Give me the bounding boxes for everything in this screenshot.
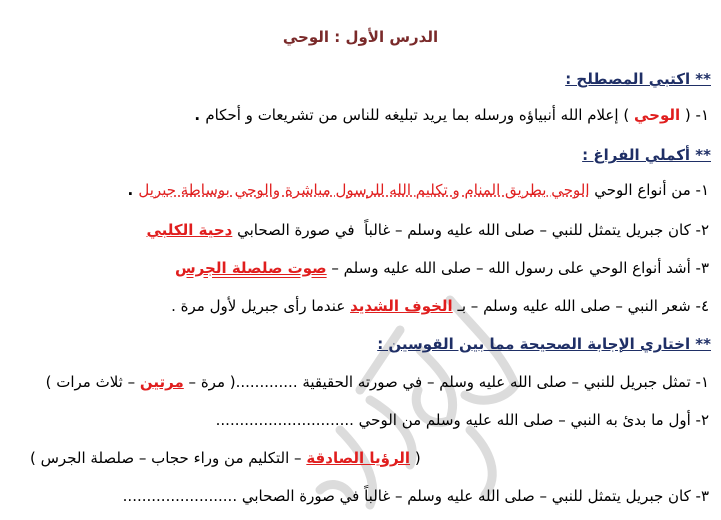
q-end: . <box>194 106 206 124</box>
question-text: ١- من أنواع الوحي <box>589 181 709 199</box>
q-end: . <box>127 181 139 199</box>
question-text: ٣- كان جبريل يتمثل للنبي – صلى الله عليه وسلم – غالباً في صورة الصحابي ........................ <box>122 487 709 505</box>
section-heading-term: ** اكتبي المصطلح : <box>565 70 711 88</box>
answer-text: الرؤيا الصادقة <box>306 449 411 467</box>
fill-question-2 <box>8 220 709 240</box>
question-text: ٢- أول ما بدئ به النبي – صلى الله عليه وسلم من الوحي ............................. <box>215 411 709 429</box>
choice-question-2-options <box>30 448 421 468</box>
question-text: ٢- كان جبريل يتمثل للنبي – صلى الله عليه وسلم – غالباً في صورة الصحابي <box>232 221 709 239</box>
question-text: ١- تمثل جبريل للنبي – صلى الله عليه وسلم – في صورته الحقيقية .............( مرة – <box>183 373 709 391</box>
q-end: – ثلاث مرات ) <box>45 373 140 391</box>
q-prefix: ١- ( <box>680 106 709 124</box>
answer-text: دحية الكلبي <box>146 221 233 239</box>
fill-question-1 <box>8 180 709 200</box>
fill-question-3 <box>8 258 709 278</box>
answer-text: الوحي بطريق المنام و تكليم الله للرسول مباشرة والوحي بوساطة جبريل <box>138 181 590 199</box>
options-end: – التكليم من وراء حجاب – صلصلة الجرس ) <box>30 449 307 467</box>
choice-question-1 <box>8 372 709 392</box>
choice-question-2 <box>8 410 709 430</box>
fill-question-4 <box>8 296 709 316</box>
section-heading-fill: ** أكملي الفراغ : <box>582 146 711 164</box>
term-question-1 <box>8 105 709 125</box>
q-end: عندما رأى جبريل لأول مرة . <box>171 297 351 315</box>
lesson-title: الدرس الأول : الوحي <box>282 28 439 46</box>
answer-text: مرتين <box>139 373 184 391</box>
question-text: ٣- أشد أنواع الوحي على رسول الله – صلى الله عليه وسلم – <box>326 259 709 277</box>
options-prefix: ( <box>410 449 421 467</box>
choice-question-3 <box>8 486 709 506</box>
question-text: إعلام الله أنبياؤه ورسله بما يريد تبليغه للناس من تشريعات و أحكام <box>205 106 619 124</box>
question-text: ٤- شعر النبي – صلى الله عليه وسلم – بـ <box>452 297 709 315</box>
answer-text: صوت صلصلة الجرس <box>174 259 327 277</box>
q-mid: ) <box>618 106 634 124</box>
section-heading-choose: ** اختاري الإجابة الصحيحة مما بين القوسين : <box>377 335 711 353</box>
answer-text: الوحي <box>633 106 681 124</box>
answer-text: الخوف الشديد <box>350 297 453 315</box>
